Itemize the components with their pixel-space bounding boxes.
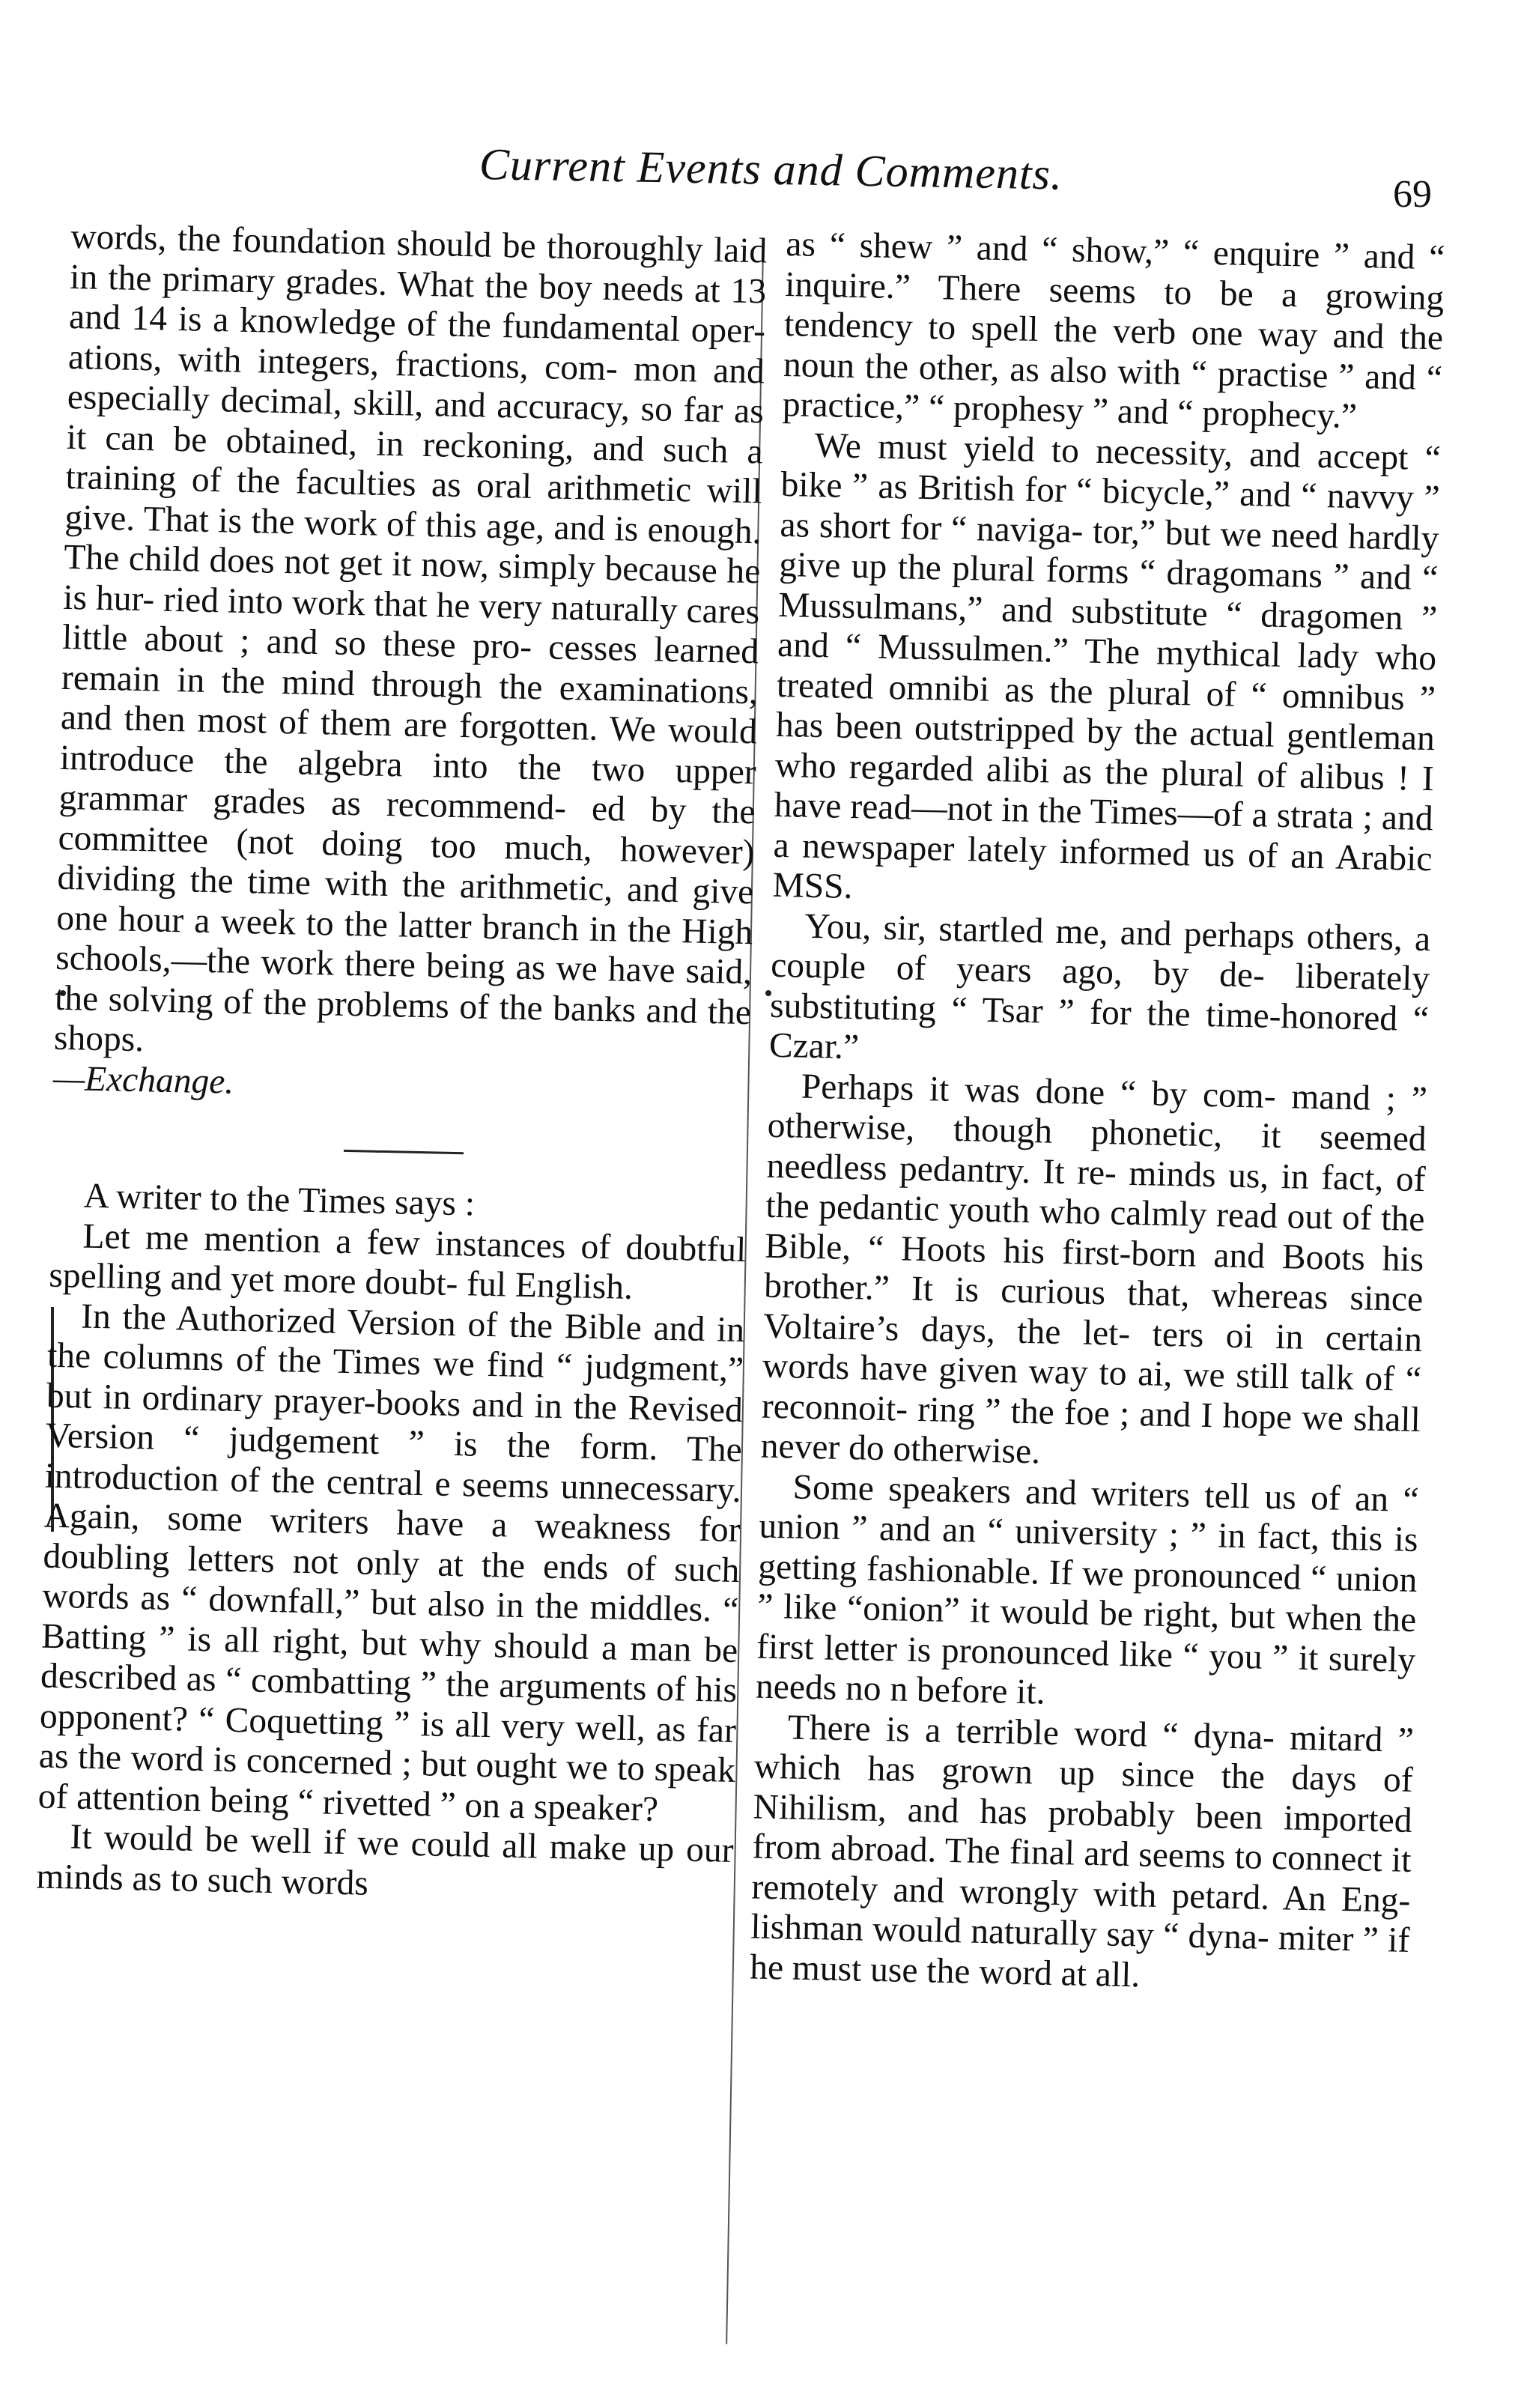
paragraph: as “ shew ” and “ show,” “ enquire ” and “ inquire.” There seems to be a growing tendency to spell the verb one way and the noun the other, as also with “ practise ” and “ practice,” “ prophesy ” and “ prophecy.” (782, 225, 1445, 437)
page-number: 69 (1393, 173, 1432, 216)
paragraph: In the Authorized Version of the Bible and in the columns of the Times we find “ judgment,” but in ordinary prayer-books and in the Revised Version “ judgement ” is the form. The introduction of the central e seems unnecessary. Again, some writers have a weakness for doubling letters not only at the ends of such words as “ downfall,” but also in the middles. “ Batting ” is all right, but why should a man be described as “ combatting ” the arguments of his opponent? “ Coquetting ” is all very well, as far as the word is concerned ; but ought we to speak of attention being “ rivetted ” on a speaker? (37, 1297, 745, 1829)
page-header (0, 112, 1521, 216)
paragraph: Some speakers and writers tell us of an “ union ” and an “ university ; ” in fact, this is getting fashionable. If we pronounced “ union ” like “onion” it would be right, but when the first letter is pronounced like “ you ” it surely needs no n before it. (755, 1467, 1420, 1712)
paragraph: It would be well if we could all make up our minds as to such words (36, 1817, 735, 1903)
right-column (750, 225, 1445, 2001)
paragraph: We must yield to necessity, and accept “ bike ” as British for “ bicycle,” and “ navvy ” as short for “ naviga- tor,” but we need hardly give up the plural forms “ dragomans ” and “ Mussulmans,” and substitute “ dragomen ” and “ Mussulmen.” The mythical lady who treated omnibi as the plural of “ omnibus ” has been outstripped by the actual gentleman who regarded alibi as the plural of alibus ! I have read—not in the Times—of a strata ; and a newspaper lately informed us of an Arabic MSS. (771, 425, 1442, 907)
paragraph: There is a terrible word “ dyna- mitard ” which has grown up since the days of Nihilism, and has probably been imported from abroad. The final ard seems to connect it remotely and wrongly with petard. An Eng- lishman would naturally say “ dyna- miter ” if he must use the word at all. (749, 1707, 1415, 1995)
running-title: Current Events and Comments. (479, 139, 1063, 199)
paragraph: words, the foundation should be thoroughly laid in the primary grades. What the boy needs at 13 and 14 is a knowledge of the fundamental oper- ations, with integers, fractions, com- mon and especially decimal, skill, and accuracy, so far as it can be obtained, in reckoning, and such a training of the faculties as oral arithmetic will give. That is the work of this age, and is enough. The child does not get it now, simply because he is hur- ried into work that he very naturally cares little about ; and so these pro- cesses learned remain in the mind through the examinations, and then most of them are forgotten. We would introduce the algebra into the two upper grammar grades as recommend- ed by the committee (not doing too much, however) dividing the time with the arithmetic, and give one hour a week to the latter branch in the High schools,—the work there being as we have said, the solving of the problems of the banks and the shops. (53, 217, 768, 1060)
intro-line: A writer to the Times says : (83, 1176, 476, 1224)
paragraph: Perhaps it was done “ by com- mand ; ” otherwise, though phonetic, it seemed needless pedantry. It re- minds us, in fact, of the pedantic youth who calmly read out of the Bible, “ Hoots his first-born and Boots his brother.” It is curious that, whereas since Voltaire’s days, the let- ters oi in certain words have given way to ai, we still talk of “ reconnoit- ring ” the foe ; and I hope we shall never do otherwise. (760, 1067, 1428, 1472)
source-attribution: —Exchange. (52, 1058, 234, 1102)
paragraph: You, sir, startled me, and perhaps others, a couple of years ago, by de- liberately substituting “ Tsar ” for the time-honored “ Czar.” (768, 906, 1431, 1067)
left-column (36, 217, 768, 1911)
paragraph: Let me mention a few instances of doubtful spelling and yet more doubt- ful English. (48, 1216, 747, 1308)
section-separator (344, 1150, 464, 1154)
